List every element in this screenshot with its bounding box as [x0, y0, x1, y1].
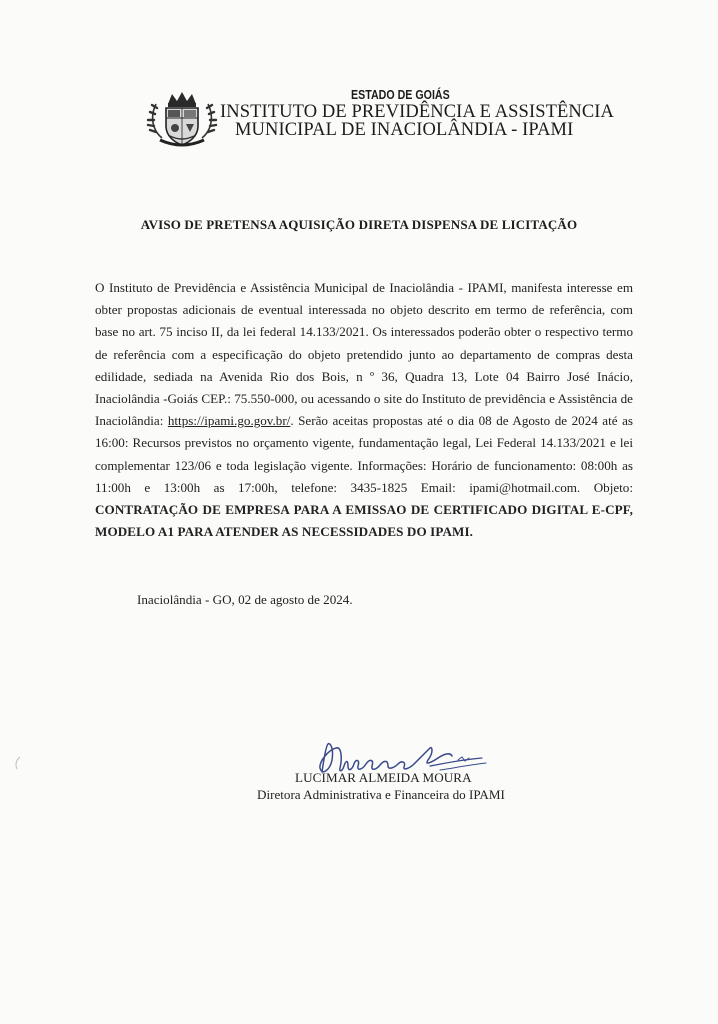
notice-body [95, 277, 633, 543]
signer-name: LUCIMAR ALMEIDA MOURA [295, 770, 472, 785]
scan-mark-icon [14, 756, 22, 770]
body-text-after-link: . Serão aceitas propostas até o dia 08 de Agosto de 2024 até as 16:00: Recursos previstos no orçamento vigente, fundamentação legal, Lei Federal 14.133/2021 e lei complementar 123/06 e toda legislação vigente. Informações: Horário de funcionamento: 08:00h as 11:00h e 13:00h as 17:00h, telefone: 3435-1825 Email: ipami@hotmail.com. Objeto: [95, 413, 633, 495]
website-link[interactable]: https://ipami.go.gov.br/ [167, 413, 291, 429]
body-text-before-link: O Instituto de Previdência e Assistência Municipal de Inaciolândia - IPAMI, manifesta interesse em obter propostas adicionais de eventual interessada no objeto descrito em termo de referência, com base no art. 75 inciso II, da lei federal 14.133/2021. Os interessados poderão obter o respectivo termo de referência com a especificação do objeto pretendido junto ao departamento de compras desta edilidade, sediada na Avenida Rio dos Bois, n º 36, Quadra 13, Lote 04 Bairro José Inácio, Inaciolândia -Goiás CEP.: 75.550-000, ou acessando o site do Instituto de previdência e Assistência de Inaciolândia: [95, 280, 633, 429]
signer-role: Diretora Administrativa e Financeira do IPAMI [257, 787, 505, 802]
institute-name-line2: MUNICIPAL DE INACIOLÂNDIA - IPAMI [235, 120, 574, 140]
place-and-date: Inaciolândia - GO, 02 de agosto de 2024. [137, 592, 353, 607]
municipal-seal-icon [146, 88, 218, 150]
institute-name-line1: INSTITUTO DE PREVIDÊNCIA E ASSISTÊNCIA [220, 102, 615, 122]
object-description: CONTRATAÇÃO DE EMPRESA PARA A EMISSAO DE CERTIFICADO DIGITAL E-CPF, MODELO A1 PARA ATENDER AS NECESSIDADES DO IPAMI. [95, 502, 633, 540]
letterhead [146, 78, 626, 158]
state-name: ESTADO DE GOIÁS [351, 87, 450, 102]
document-title: AVISO DE PRETENSA AQUISIÇÃO DIRETA DISPENSA DE LICITAÇÃO [140, 217, 578, 232]
